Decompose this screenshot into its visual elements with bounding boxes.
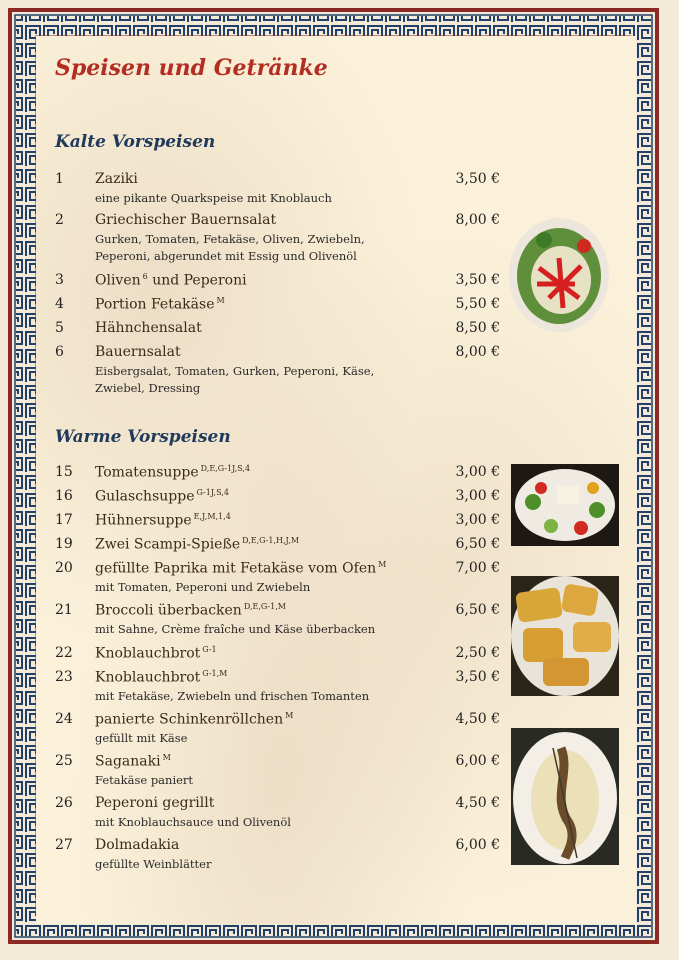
item-number: 1 xyxy=(55,171,64,187)
item-price: 3,50 € xyxy=(455,171,500,187)
item-price: 5,50 € xyxy=(455,296,500,312)
item-number: 17 xyxy=(55,512,73,528)
item-number: 26 xyxy=(55,795,73,811)
item-number: 24 xyxy=(55,711,73,727)
item-name: panierte Schinkenröllchen $^M$ xyxy=(95,711,294,728)
item-description: mit Sahne, Crème fraîche und Käse überbacken xyxy=(95,622,376,636)
item-price: 6,50 € xyxy=(455,536,500,552)
salad-plate-photo xyxy=(509,218,609,333)
item-price: 6,00 € xyxy=(455,753,500,769)
item-price: 3,00 € xyxy=(455,512,500,528)
item-description: mit Fetakäse, Zwiebeln und frischen Tomanten xyxy=(95,689,370,703)
item-name: Knoblauchbrot $^{G-1}$ xyxy=(95,645,217,662)
salad-bowl-photo xyxy=(511,464,619,546)
gratin-bread-photo xyxy=(511,576,619,696)
item-price: 6,00 € xyxy=(455,837,500,853)
item-number: 2 xyxy=(55,212,64,228)
item-price: 4,50 € xyxy=(455,711,500,727)
item-description: Eisbergsalat, Tomaten, Gurken, Peperoni, Käse, Zwiebel, Dressing xyxy=(95,364,375,395)
item-number: 21 xyxy=(55,602,73,618)
item-name: Zwei Scampi-Spieße $^{D,E,G-1,H,J,M}$ xyxy=(95,536,300,553)
item-number: 5 xyxy=(55,320,64,336)
item-description: gefüllt mit Käse xyxy=(95,731,188,745)
item-price: 3,50 € xyxy=(455,272,500,288)
item-name: Saganaki $^M$ xyxy=(95,753,171,770)
item-price: 2,50 € xyxy=(455,645,500,661)
item-description: eine pikante Quarkspeise mit Knoblauch xyxy=(95,191,332,205)
item-price: 7,00 € xyxy=(455,560,500,576)
item-number: 23 xyxy=(55,669,73,685)
item-price: 3,50 € xyxy=(455,669,500,685)
item-number: 15 xyxy=(55,464,73,480)
item-number: 19 xyxy=(55,536,73,552)
item-name: Knoblauchbrot $^{G-1,M}$ xyxy=(95,669,228,686)
item-number: 25 xyxy=(55,753,73,769)
item-price: 8,50 € xyxy=(455,320,500,336)
section-heading-kalte: Kalte Vorspeisen xyxy=(55,132,216,152)
section-heading-warme: Warme Vorspeisen xyxy=(55,427,231,447)
item-number: 27 xyxy=(55,837,73,853)
item-number: 6 xyxy=(55,344,64,360)
item-name: Griechischer Bauernsalat xyxy=(95,212,277,228)
item-name: Broccoli überbacken $^{D,E,G-1,M}$ xyxy=(95,602,286,619)
item-number: 20 xyxy=(55,560,73,576)
item-name: Hähnchensalat xyxy=(95,320,202,336)
item-number: 22 xyxy=(55,645,73,661)
item-name: Gulaschsuppe $^{G-1J,S,4}$ xyxy=(95,488,229,505)
item-price: 3,00 € xyxy=(455,464,500,480)
item-name: Hühnersuppe $^{E,J,M,1,4}$ xyxy=(95,512,231,529)
item-description: mit Tomaten, Peperoni und Zwiebeln xyxy=(95,580,311,594)
item-price: 6,50 € xyxy=(455,602,500,618)
item-name: Portion Fetakäse $^M$ xyxy=(95,296,225,313)
item-number: 4 xyxy=(55,296,64,312)
item-name: Oliven $^6$ und Peperoni xyxy=(95,272,247,289)
item-name: Zaziki xyxy=(95,171,138,187)
item-description: Gurken, Tomaten, Fetakäse, Oliven, Zwiebeln, Peperoni, abgerundet mit Essig und Olivenöl xyxy=(95,232,365,263)
item-price: 3,00 € xyxy=(455,488,500,504)
item-price: 8,00 € xyxy=(455,344,500,360)
item-name: Tomatensuppe $^{D,E,G-1J,S,4}$ xyxy=(95,464,251,481)
item-description: mit Knoblauchsauce und Olivenöl xyxy=(95,815,291,829)
item-number: 16 xyxy=(55,488,73,504)
item-description: gefüllte Weinblätter xyxy=(95,857,212,871)
item-name: Peperoni gegrillt xyxy=(95,795,215,811)
item-price: 8,00 € xyxy=(455,212,500,228)
skewer-platter-photo xyxy=(511,728,619,865)
item-price: 4,50 € xyxy=(455,795,500,811)
item-name: gefüllte Paprika mit Fetakäse vom Ofen $^M$ xyxy=(95,560,387,577)
item-name: Bauernsalat xyxy=(95,344,181,360)
item-name: Dolmadakia xyxy=(95,837,180,853)
item-description: Fetakäse paniert xyxy=(95,773,194,787)
item-number: 3 xyxy=(55,272,64,288)
page-title: Speisen und Getränke xyxy=(55,55,328,81)
